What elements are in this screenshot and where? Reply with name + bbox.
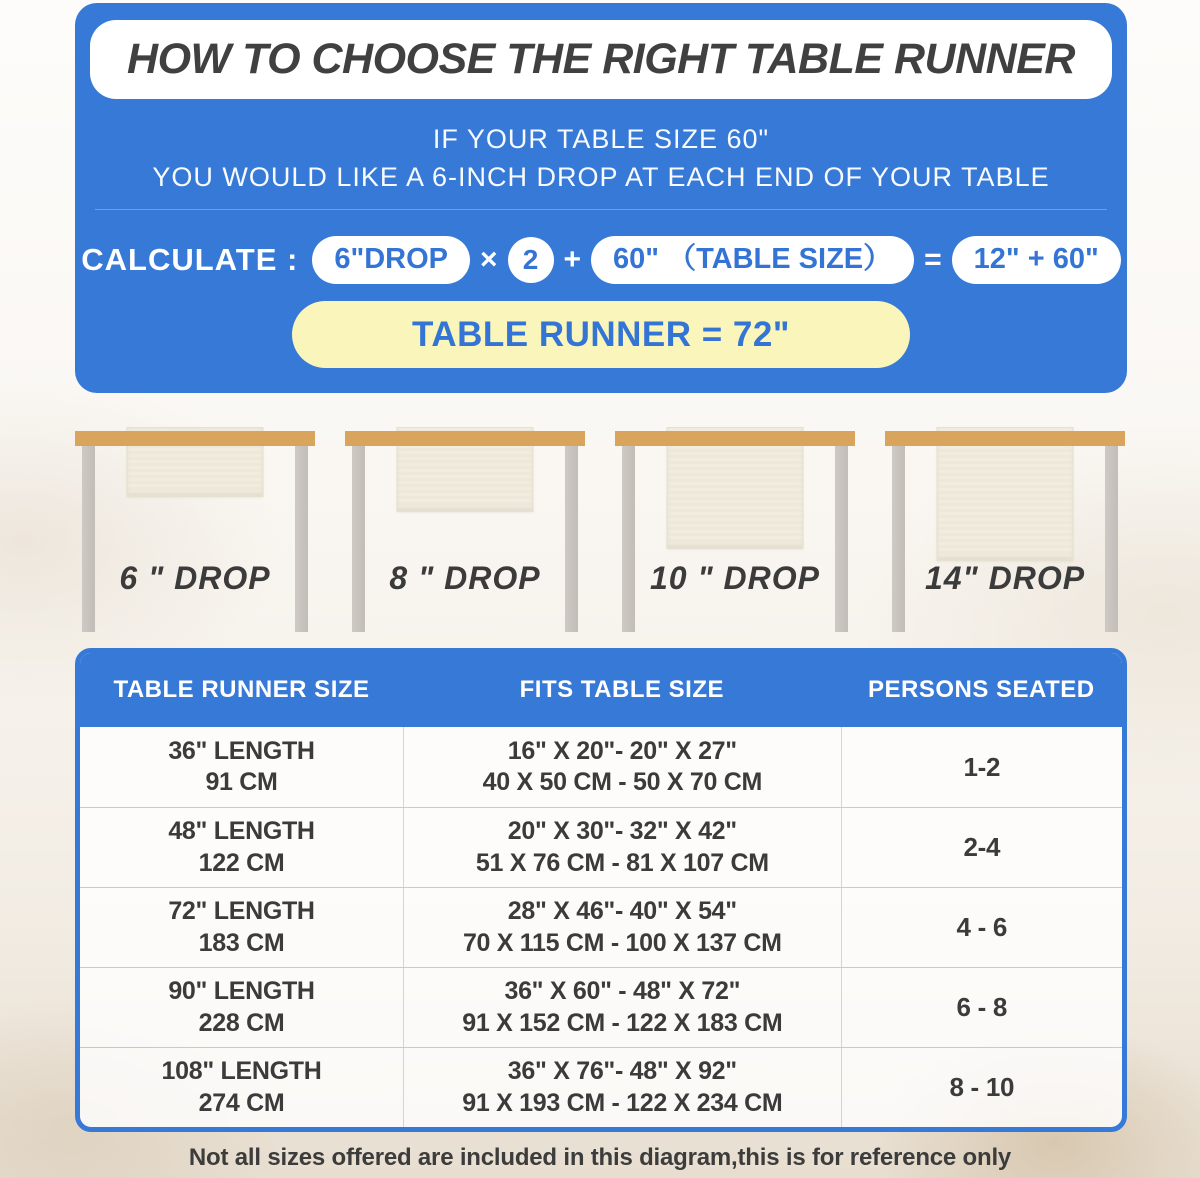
drop-label: 6 " DROP [119, 560, 271, 596]
size-chart-header [80, 653, 1122, 727]
table-top [615, 431, 855, 446]
table-size-pill: 60" （TABLE SIZE） [591, 236, 914, 284]
fits-size-cm: 91 X 193 CM - 122 X 234 CM [462, 1088, 783, 1117]
drop-figure-10 [615, 400, 855, 642]
table-leg-right [835, 446, 848, 632]
runner-size-in: 72" LENGTH [168, 897, 315, 926]
drop-figure-6 [75, 400, 315, 642]
runner-size-in: 36" LENGTH [168, 736, 315, 765]
fits-size-in: 20" X 30"- 32" X 42" [507, 817, 737, 846]
table-leg-left [352, 446, 365, 632]
table-leg-right [565, 446, 578, 632]
multiplier-circle: 2 [508, 237, 554, 283]
table-runner-swatch [937, 427, 1074, 561]
table-leg-right [295, 446, 308, 632]
drop-pill: 6"DROP [312, 236, 470, 284]
table-leg-left [892, 446, 905, 632]
runner-size-cm: 228 CM [198, 1008, 285, 1037]
runner-size-in: 108" LENGTH [161, 1057, 322, 1086]
hero-panel [75, 3, 1127, 393]
persons-seated: 4 - 6 [956, 912, 1008, 943]
subtitle-line-2: YOU WOULD LIKE A 6-INCH DROP AT EACH END OF YOUR TABLE [152, 162, 1050, 192]
size-chart [75, 648, 1127, 1132]
column-header-runner-size: TABLE RUNNER SIZE [113, 676, 370, 703]
persons-seated: 8 - 10 [949, 1072, 1015, 1103]
table-row [80, 807, 1122, 887]
fits-size-cm: 40 X 50 CM - 50 X 70 CM [482, 768, 762, 796]
table-leg-right [1105, 446, 1118, 632]
calculation-row [75, 232, 1127, 288]
persons-seated: 6 - 8 [956, 992, 1008, 1023]
table-leg-left [82, 446, 95, 632]
column-header-fits-table-size: FITS TABLE SIZE [519, 676, 725, 703]
fits-size-in: 36" X 60" - 48" X 72" [504, 977, 741, 1006]
fits-size-in: 36" X 76"- 48" X 92" [507, 1057, 737, 1086]
result-text: TABLE RUNNER = 72" [412, 314, 790, 354]
result-banner [292, 301, 910, 368]
page-title: HOW TO CHOOSE THE RIGHT TABLE RUNNER [127, 35, 1075, 83]
fits-size-cm: 70 X 115 CM - 100 X 137 CM [462, 928, 782, 957]
fits-size-cm: 91 X 152 CM - 122 X 183 CM [462, 1008, 783, 1037]
title-box [90, 20, 1112, 99]
column-header-persons-seated: PERSONS SEATED [868, 676, 1095, 703]
footer-note: Not all sizes offered are included in this diagram,this is for reference only [188, 1144, 1012, 1171]
drop-label: 14" DROP [924, 560, 1086, 596]
table-row [80, 967, 1122, 1047]
times-operator: × [479, 243, 498, 276]
table-top [345, 431, 585, 446]
table-row [80, 1047, 1122, 1127]
persons-seated: 2-4 [963, 832, 1001, 863]
fits-size-in: 28" X 46"- 40" X 54" [507, 897, 737, 926]
runner-size-cm: 91 CM [205, 768, 278, 796]
divider [95, 209, 1107, 210]
drop-examples [75, 400, 1125, 642]
subtitle-line-1: IF YOUR TABLE SIZE 60" [432, 124, 770, 154]
runner-size-cm: 183 CM [198, 928, 285, 957]
drop-label: 10 " DROP [650, 560, 820, 596]
drop-label: 8 " DROP [389, 560, 541, 596]
equals-operator: = [924, 243, 942, 276]
runner-size-in: 48" LENGTH [168, 817, 315, 846]
result-pill: 12" + 60" [952, 236, 1121, 284]
plus-operator: + [563, 243, 582, 276]
table-row [80, 887, 1122, 967]
drop-figure-8 [345, 400, 585, 642]
drop-figure-14 [885, 400, 1125, 642]
fits-size-in: 16" X 20"- 20" X 27" [507, 736, 737, 765]
runner-size-cm: 274 CM [198, 1088, 285, 1117]
table-top [75, 431, 315, 446]
runner-size-cm: 122 CM [198, 848, 285, 877]
table-leg-left [622, 446, 635, 632]
runner-size-in: 90" LENGTH [168, 977, 315, 1006]
table-row [80, 727, 1122, 807]
persons-seated: 1-2 [963, 751, 1001, 782]
table-top [885, 431, 1125, 446]
fits-size-cm: 51 X 76 CM - 81 X 107 CM [475, 848, 769, 877]
calculate-label: CALCULATE : [81, 242, 299, 277]
